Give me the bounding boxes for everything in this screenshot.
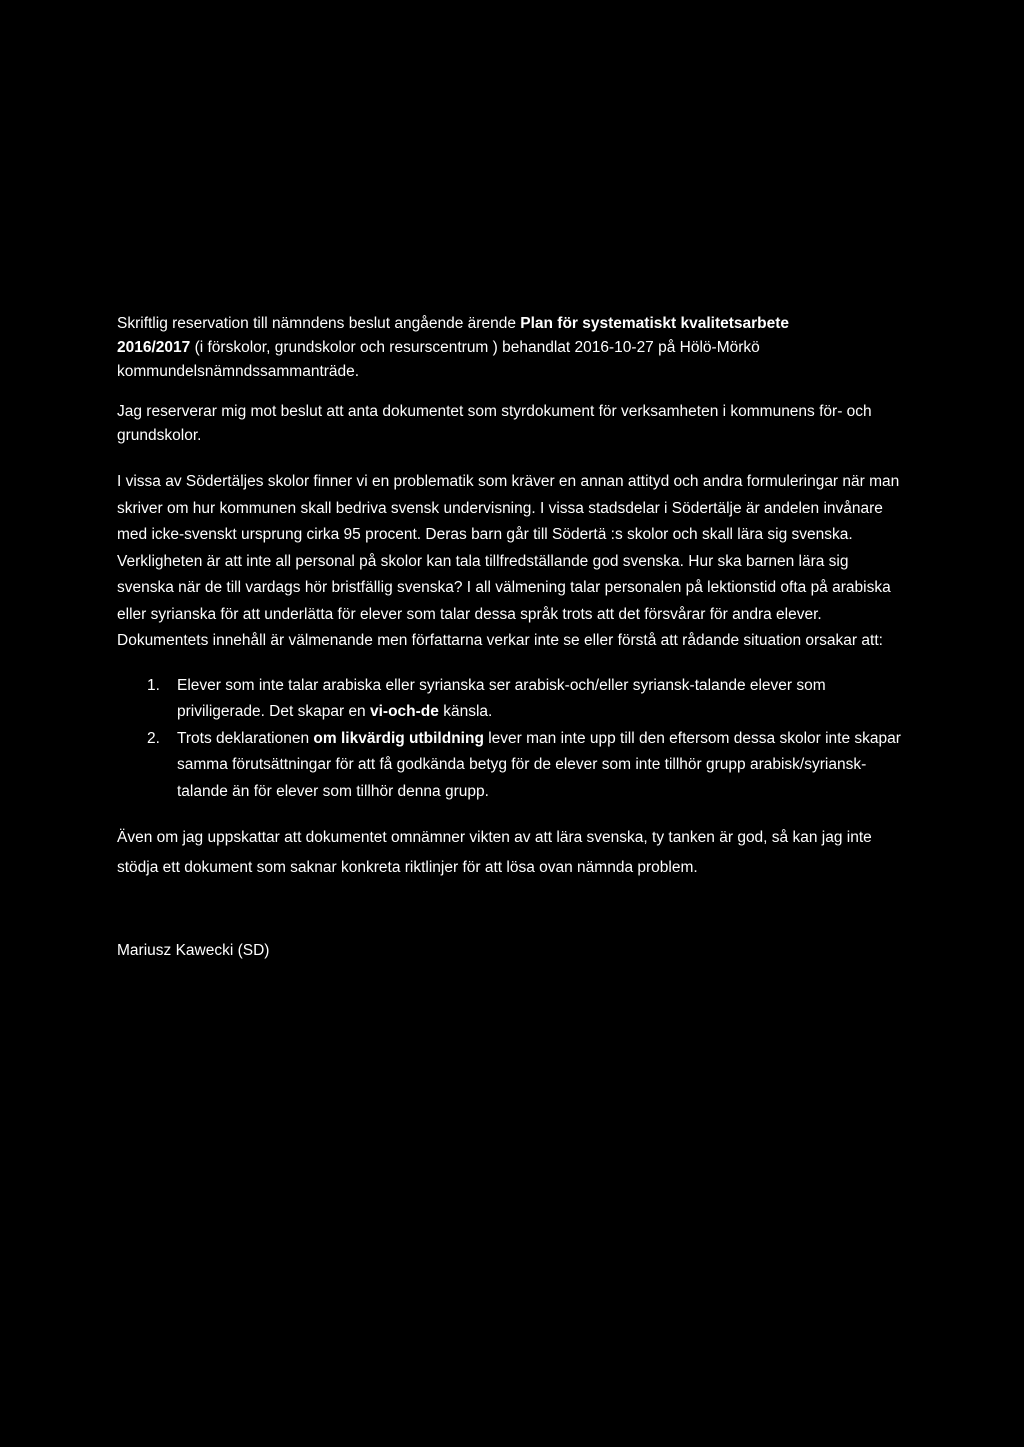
- points-list: [117, 673, 907, 806]
- plan-title-line1: Plan för systematiskt kvalitetsarbete: [520, 315, 790, 332]
- list-item-text-end: lever man inte upp till den eftersom dessa skolor inte skapar samma förutsättningar för att få godkända betyg för de elever som inte tillhör grupp arabisk/syriansk-talande än för elever som tillhör denna grupp.: [177, 729, 901, 800]
- list-item-number: 1.: [147, 676, 160, 694]
- intro-suffix: (i förskolor, grundskolor och resurscentrum ) behandlat 2016-10-27 på Hölö-Mörkö kommundelsnämndssammanträde.: [117, 339, 760, 380]
- list-item-text: Trots deklarationen: [177, 729, 310, 747]
- list-item-text-end: känsla.: [443, 703, 493, 720]
- list-item-bold: om likvärdig utbildning: [313, 729, 484, 747]
- document-page: [117, 312, 907, 979]
- signature: Mariusz Kawecki (SD): [117, 942, 270, 959]
- list-item: [117, 726, 907, 806]
- main-paragraph: I vissa av Södertäljes skolor finner vi en problematik som kräver en annan attityd och andra formuleringar när man skriver om hur kommunen skall bedriva svensk undervisning. I vissa stadsdelar i Södertälje är andelen invånare med icke-svenskt ursprung cirka 95 procent. Deras barn går till Södertä :s skolor och skall lära sig svenska. Verkligheten är att inte all personal på skolor kan tala tillfredställande god svenska. Hur ska barnen lära sig svenska när de till vardags hör bristfällig svenska? I all välmening talar personalen på lektionstid ofta på arabiska eller syrianska för att underlätta för elever som talar dessa språk trots att det försvårar för andra elever. Dokumentets innehåll är välmenande men författarna verkar inte se eller förstå att rådande situation orsakar att:: [117, 473, 900, 649]
- reservation-paragraph: Jag reserverar mig mot beslut att anta dokumentet som styrdokument för verksamheten i kommunens för- och grundskolor.: [117, 403, 872, 444]
- closing-paragraph: Även om jag uppskattar att dokumentet omnämner vikten av att lära svenska, ty tanken är god, så kan jag inte stödja ett dokument som saknar konkreta riktlinjer för att lösa ovan nämnda problem.: [117, 829, 872, 876]
- plan-title-year: 2016/2017: [117, 339, 191, 356]
- intro-prefix: Skriftlig reservation till nämndens beslut angående ärende: [117, 315, 516, 332]
- intro-paragraph: [117, 312, 907, 384]
- list-item-text: Elever som inte talar arabiska eller syrianska ser arabisk-och/eller syriansk-talande elever som priviligerade. Det skapar en: [177, 676, 826, 720]
- list-item-bold: vi-och-de: [370, 703, 439, 720]
- list-item-number: 2.: [147, 729, 160, 747]
- list-item: [117, 673, 907, 726]
